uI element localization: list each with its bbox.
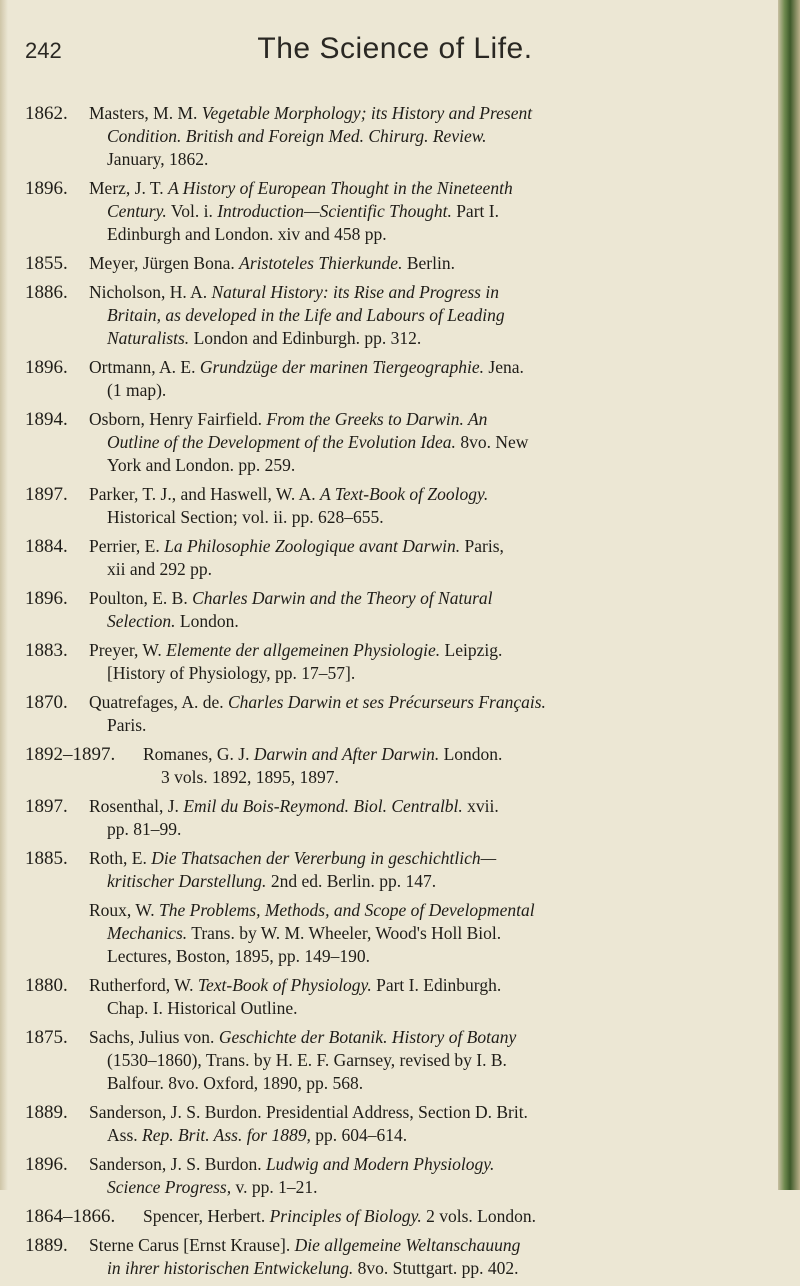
citation-title-text: Condition. British and Foreign Med. Chirurg. Review.	[107, 126, 487, 146]
citation-line	[143, 743, 770, 766]
citation-text: Part I.	[451, 201, 499, 221]
running-title: The Science of Life.	[257, 32, 533, 65]
bibliography-entry	[25, 408, 770, 477]
citation-title-text: Text-Book of Physiology.	[197, 975, 372, 995]
citation-title-text: Aristoteles Thierkunde.	[239, 253, 403, 273]
citation-text: Edinburgh and London. xiv and 458 pp.	[107, 224, 387, 244]
page-number: 242	[25, 38, 62, 63]
entry-citation	[25, 102, 770, 171]
bibliography-entry	[25, 535, 770, 581]
citation-text: Roth, E.	[89, 848, 152, 868]
citation-line	[89, 945, 770, 968]
citation-title-text: in ihrer historischen Entwickelung.	[107, 1258, 354, 1278]
entry-citation	[25, 1026, 770, 1095]
citation-text: Berlin.	[402, 253, 455, 273]
citation-text: Perrier, E.	[89, 536, 165, 556]
bibliography-entry	[25, 252, 770, 275]
citation-text: Paris,	[460, 536, 504, 556]
citation-text: Lectures, Boston, 1895, pp. 149–190.	[107, 946, 370, 966]
entry-citation	[25, 795, 770, 841]
citation-title-text: Century.	[107, 201, 167, 221]
citation-line	[89, 1234, 770, 1257]
citation-line	[89, 177, 770, 200]
bibliography-entry	[25, 974, 770, 1020]
entry-year: 1896.	[25, 178, 68, 199]
citation-line	[89, 506, 770, 529]
citation-text: Nicholson, H. A.	[89, 282, 212, 302]
citation-line	[89, 148, 770, 171]
entry-citation	[25, 639, 770, 685]
citation-text: Meyer, Jürgen Bona.	[89, 253, 240, 273]
citation-text: Romanes, G. J.	[143, 744, 254, 764]
citation-title-text: Charles Darwin and the Theory of Natural	[192, 588, 493, 608]
citation-line	[89, 304, 770, 327]
citation-title-text: Mechanics.	[107, 923, 188, 943]
entry-year: 1880.	[25, 975, 68, 996]
citation-line	[89, 102, 770, 125]
entry-citation	[25, 483, 770, 529]
entry-year: 1886.	[25, 282, 68, 303]
citation-text: v. pp. 1–21.	[231, 1177, 318, 1197]
citation-text: 8vo. New	[455, 432, 529, 452]
entry-year: 1894.	[25, 409, 68, 430]
citation-text: Balfour. 8vo. Oxford, 1890, pp. 568.	[107, 1073, 364, 1093]
citation-title-text: Die Thatsachen der Vererbung in geschichtlich—	[151, 848, 497, 868]
citation-line	[143, 1205, 770, 1228]
bibliography-entry	[25, 356, 770, 402]
citation-line	[89, 1101, 770, 1124]
citation-text: 8vo. Stuttgart. pp. 402.	[353, 1258, 519, 1278]
citation-text: Poulton, E. B.	[89, 588, 193, 608]
citation-line	[89, 558, 770, 581]
entry-citation	[25, 1101, 770, 1147]
citation-text: pp. 81–99.	[107, 819, 182, 839]
entry-citation	[25, 177, 770, 246]
citation-line	[89, 818, 770, 841]
citation-line	[89, 691, 770, 714]
citation-title-text: Vegetable Morphology; its History and Present	[201, 103, 533, 123]
citation-line	[89, 847, 770, 870]
citation-text: Rosenthal, J.	[89, 796, 184, 816]
citation-text: Leipzig.	[440, 640, 503, 660]
entry-year: 1883.	[25, 640, 68, 661]
citation-line	[89, 899, 770, 922]
citation-title-text: Darwin and After Darwin.	[253, 744, 440, 764]
citation-line	[89, 252, 770, 275]
citation-text: Parker, T. J., and Haswell, W. A.	[89, 484, 320, 504]
bibliography-entry	[25, 1026, 770, 1095]
citation-text: xii and 292 pp.	[107, 559, 212, 579]
citation-text: Ortmann, A. E.	[89, 357, 200, 377]
citation-title-text: Britain, as developed in the Life and Labours of Leading	[107, 305, 505, 325]
citation-title-text: From the Greeks to Darwin. An	[266, 409, 488, 429]
citation-title-text: Emil du Bois-Reymond. Biol. Centralbl.	[183, 796, 463, 816]
citation-title-text: A History of European Thought in the Nineteenth	[168, 178, 513, 198]
bibliography-entry	[25, 795, 770, 841]
citation-line	[89, 922, 770, 945]
citation-text: London.	[175, 611, 239, 631]
citation-line	[89, 1049, 770, 1072]
bibliography-entry	[25, 1234, 770, 1280]
citation-text: Sterne Carus [Ernst Krause].	[89, 1235, 295, 1255]
entry-year: 1896.	[25, 588, 68, 609]
entry-citation	[25, 252, 770, 275]
citation-line	[89, 483, 770, 506]
entry-year: 1896.	[25, 1154, 68, 1175]
bibliography-entry	[25, 691, 770, 737]
citation-line	[89, 431, 770, 454]
citation-line	[89, 1124, 770, 1147]
citation-text: Preyer, W.	[89, 640, 167, 660]
bibliography-entry	[25, 102, 770, 171]
citation-title-text: Selection.	[107, 611, 176, 631]
bibliography-entry	[25, 587, 770, 633]
entry-citation	[25, 587, 770, 633]
citation-line	[89, 379, 770, 402]
citation-title-text: Naturalists.	[107, 328, 190, 348]
citation-title-text: The Problems, Methods, and Scope of Developmental	[159, 900, 535, 920]
citation-text: York and London. pp. 259.	[107, 455, 296, 475]
citation-text: Osborn, Henry Fairfield.	[89, 409, 267, 429]
entry-citation	[25, 847, 770, 893]
citation-line	[89, 327, 770, 350]
citation-title-text: Elemente der allgemeinen Physiologie.	[166, 640, 441, 660]
bibliography-entry	[25, 639, 770, 685]
citation-text: pp. 604–614.	[310, 1125, 408, 1145]
bibliography-entry	[25, 847, 770, 893]
citation-text: Masters, M. M.	[89, 103, 202, 123]
citation-line	[89, 535, 770, 558]
citation-text: Sanderson, J. S. Burdon. Presidential Address, Section D. Brit.	[89, 1102, 528, 1122]
entry-year: 1884.	[25, 536, 68, 557]
citation-title-text: Introduction—Scientific Thought.	[217, 201, 452, 221]
bibliography-entry	[25, 483, 770, 529]
bibliography-list	[25, 102, 770, 1286]
citation-title-text: Rep. Brit. Ass. for 1889,	[142, 1125, 311, 1145]
bibliography-entry	[25, 899, 770, 968]
citation-text: 2nd ed. Berlin. pp. 147.	[266, 871, 437, 891]
entry-year: 1855.	[25, 253, 68, 274]
bibliography-entry	[25, 743, 770, 789]
citation-line	[89, 587, 770, 610]
citation-text: Part I. Edinburgh.	[371, 975, 502, 995]
citation-line	[89, 223, 770, 246]
citation-text: Paris.	[107, 715, 147, 735]
citation-line	[89, 356, 770, 379]
citation-text: Sanderson, J. S. Burdon.	[89, 1154, 266, 1174]
citation-text: Quatrefages, A. de.	[89, 692, 228, 712]
citation-line	[89, 1072, 770, 1095]
citation-line	[89, 1153, 770, 1176]
entry-year: 1885.	[25, 848, 68, 869]
entry-citation	[25, 974, 770, 1020]
citation-text: Merz, J. T.	[89, 178, 169, 198]
citation-text: Historical Section; vol. ii. pp. 628–655.	[107, 507, 384, 527]
citation-text: London and Edinburgh. pp. 312.	[189, 328, 422, 348]
page-edge-decoration	[778, 0, 800, 1190]
entry-year: 1864–1866.	[25, 1206, 116, 1227]
citation-text: Rutherford, W.	[89, 975, 198, 995]
citation-text: January, 1862.	[107, 149, 209, 169]
citation-text: Ass.	[107, 1125, 143, 1145]
page-gutter-shadow	[0, 0, 8, 1190]
entry-year: 1889.	[25, 1102, 68, 1123]
entry-citation	[25, 1153, 770, 1199]
entry-year: 1875.	[25, 1027, 68, 1048]
citation-title-text: Charles Darwin et ses Précurseurs Français.	[227, 692, 546, 712]
entry-citation	[25, 408, 770, 477]
entry-year: 1897.	[25, 796, 68, 817]
citation-line	[89, 281, 770, 304]
citation-title-text: Ludwig and Modern Physiology.	[265, 1154, 495, 1174]
citation-line	[89, 795, 770, 818]
entry-citation	[25, 281, 770, 350]
entry-citation	[25, 535, 770, 581]
citation-text: London.	[439, 744, 503, 764]
bibliography-entry	[25, 281, 770, 350]
citation-line	[89, 408, 770, 431]
citation-line	[89, 454, 770, 477]
citation-text: Spencer, Herbert.	[143, 1206, 270, 1226]
entry-year: 1889.	[25, 1235, 68, 1256]
citation-text: (1530–1860), Trans. by H. E. F. Garnsey, revised by I. B.	[107, 1050, 507, 1070]
citation-line	[89, 125, 770, 148]
bibliography-entry	[25, 1153, 770, 1199]
entry-citation	[25, 899, 770, 968]
bibliography-entry	[25, 177, 770, 246]
citation-line	[89, 662, 770, 685]
citation-line	[89, 974, 770, 997]
entry-citation	[25, 356, 770, 402]
citation-text: Sachs, Julius von.	[89, 1027, 219, 1047]
entry-citation	[25, 1234, 770, 1280]
entry-year: 1896.	[25, 357, 68, 378]
citation-text: Vol. i.	[166, 201, 218, 221]
citation-line	[89, 997, 770, 1020]
citation-title-text: Die allgemeine Weltanschauung	[294, 1235, 521, 1255]
citation-title-text: Outline of the Development of the Evolution Idea.	[107, 432, 456, 452]
entry-citation	[25, 691, 770, 737]
bibliography-entry	[25, 1101, 770, 1147]
citation-line	[89, 870, 770, 893]
citation-line	[89, 714, 770, 737]
citation-line	[89, 639, 770, 662]
citation-line	[89, 200, 770, 223]
citation-text: 3 vols. 1892, 1895, 1897.	[161, 767, 339, 787]
citation-line	[143, 766, 770, 789]
citation-text: (1 map).	[107, 380, 167, 400]
citation-text: Roux, W.	[89, 900, 160, 920]
entry-year: 1892–1897.	[25, 744, 116, 765]
citation-text: Trans. by W. M. Wheeler, Wood's Holl Biol.	[187, 923, 502, 943]
entry-year: 1862.	[25, 103, 68, 124]
citation-line	[89, 1026, 770, 1049]
citation-title-text: La Philosophie Zoologique avant Darwin.	[164, 536, 461, 556]
citation-text: Chap. I. Historical Outline.	[107, 998, 298, 1018]
citation-title-text: Geschichte der Botanik. History of Botany	[218, 1027, 517, 1047]
citation-title-text: Natural History: its Rise and Progress in	[211, 282, 499, 302]
entry-year: 1897.	[25, 484, 68, 505]
bibliography-entry	[25, 1205, 770, 1228]
citation-title-text: Grundzüge der marinen Tiergeographie.	[199, 357, 485, 377]
citation-line	[89, 1176, 770, 1199]
citation-text: Jena.	[484, 357, 524, 377]
entry-year: 1870.	[25, 692, 68, 713]
citation-title-text: Principles of Biology.	[269, 1206, 422, 1226]
citation-text: [History of Physiology, pp. 17–57].	[107, 663, 356, 683]
citation-text: 2 vols. London.	[421, 1206, 536, 1226]
citation-title-text: A Text-Book of Zoology.	[320, 484, 489, 504]
citation-title-text: Science Progress,	[107, 1177, 232, 1197]
page-header	[25, 28, 765, 72]
citation-text: xvii.	[462, 796, 499, 816]
citation-line	[89, 610, 770, 633]
citation-line	[89, 1257, 770, 1280]
citation-title-text: kritischer Darstellung.	[107, 871, 267, 891]
